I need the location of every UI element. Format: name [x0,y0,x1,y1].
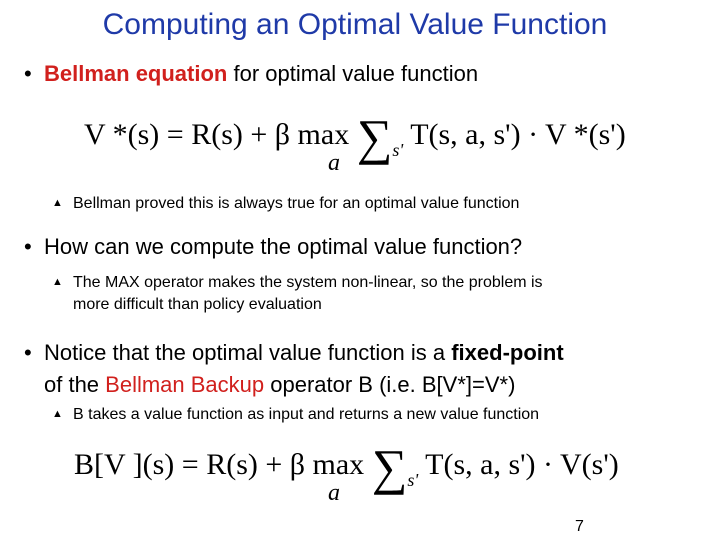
bullet-dot-icon: • [24,340,32,365]
max-subscript: a [328,150,340,176]
equation-lhs: V *(s) = R(s) + β max [84,118,350,151]
equation-rhs: T(s, a, s') · V(s') [425,448,619,481]
bullet-text: for optimal value function [227,61,479,86]
bellman-backup-term: Bellman Backup [105,372,265,397]
bellman-equation-term: Bellman equation [44,61,228,86]
sum-subscript: s' [392,140,404,160]
sum-symbol: ∑ [356,109,393,165]
bellman-optimality-equation [84,108,626,176]
bullet-dot-icon: • [24,234,32,259]
max-subscript: a [328,480,340,506]
bullet-dot-icon: • [24,61,32,86]
triangle-bullet-icon: ▲ [52,197,63,209]
triangle-bullet-icon: ▲ [52,276,63,288]
sum-subscript: s' [407,470,419,490]
equation-rhs: T(s, a, s') · V *(s') [410,118,626,151]
page-number: 7 [575,518,584,535]
bellman-backup-equation [74,438,619,506]
sum-symbol: ∑ [371,439,408,495]
page-title: Computing an Optimal Value Function [102,8,608,41]
equation-lhs: B[V ](s) = R(s) + β max [74,448,365,481]
triangle-bullet-icon: ▲ [52,408,63,420]
fixed-point-term: fixed-point [451,340,564,365]
